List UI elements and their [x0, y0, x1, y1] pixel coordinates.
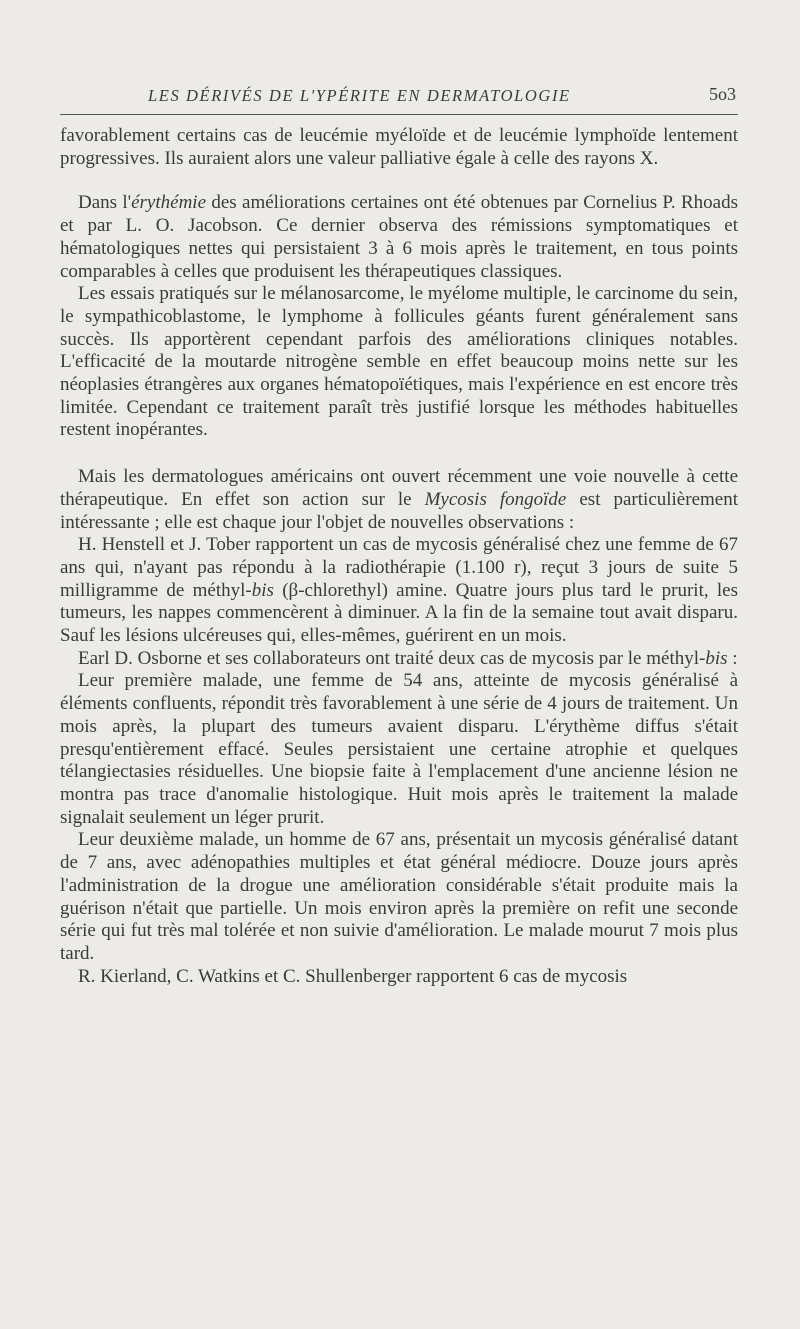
paragraph: R. Kierland, C. Watkins et C. Shullenberger rapportent 6 cas de mycosis [78, 965, 628, 987]
paragraph: H. Henstell et J. Tober rapportent un cas de mycosis généralisé chez une femme de 67 ans qui, n'ayant pas répondu à la radiothérapie (1.100 r), reçut 3 jours de suite 5 milligramme de méthyl-bis (β-chlorethyl) amine. Quatre jours plus tard le prurit, les tumeurs, les nappes commencèrent à diminuer. A la fin de la semaine tout avait disparu. Sauf les lésions ulcéreuses qui, elles-mêmes, guérirent en un mois. [60, 534, 738, 647]
paragraph: Dans l'érythémie des améliorations certaines ont été obtenues par Cornelius P. Rhoads et par L. O. Jacobson. Ce dernier observa des rémissions symptomatiques et hématologiques nettes qui persistaient 3 à 6 mois après le traitement, en tous points comparables à celles que produisent les thérapeutiques classiques. [60, 192, 738, 282]
paragraph: Leur première malade, une femme de 54 ans, atteinte de mycosis généralisé à éléments confluents, répondit très favorablement à une série de 4 jours de traitement. Un mois après, la plupart des tumeurs avaient disparu. L'érythème diffus s'était presqu'entièrement effacé. Seules persistaient une certaine atrophie et quelques télangiectasies résiduelles. Une biopsie faite à l'emplacement d'une ancienne lésion ne montra pas trace d'anomalie histologique. Huit mois après le traitement la malade signalait seulement un léger prurit. [60, 670, 738, 828]
page-header [60, 80, 738, 115]
running-title: LES DÉRIVÉS DE L'YPÉRITE EN DERMATOLOGIE [148, 86, 571, 105]
paragraph: Earl D. Osborne et ses collaborateurs ont traité deux cas de mycosis par le méthyl-bis : [78, 647, 738, 669]
italic-term: érythémie [131, 192, 206, 214]
italic-term: bis [705, 647, 728, 669]
body-text [60, 125, 738, 988]
italic-term: bis [251, 579, 274, 601]
paragraph: Mais les dermatologues américains ont ouvert récemment une voie nouvelle à cette thérapeutique. En effet son action sur le Mycosis fongoïde est particulièrement intéressante ; elle est chaque jour l'objet de nouvelles observations : [60, 466, 738, 533]
paragraph: Les essais pratiqués sur le mélanosarcome, le myélome multiple, le carcinome du sein, le sympathicoblastome, le lymphome à follicules géants furent généralement sans succès. Ils apportèrent cependant parfois des améliorations cliniques notables. L'efficacité de la moutarde nitrogène semble en effet beaucoup moins nette sur les néoplasies étrangères aux organes hématopoïétiques, mais l'expérience en est encore très limitée. Cependant ce traitement paraît très justifié lorsque les méthodes habituelles restent inopérantes. [60, 283, 738, 441]
paragraph: Leur deuxième malade, un homme de 67 ans, présentait un mycosis généralisé datant de 7 ans, avec adénopathies multiples et état général médiocre. Douze jours après l'administration de la drogue une amélioration considérable s'était produite mais la guérison n'était que partielle. Un mois environ après la première on refit une seconde série qui fut très mal tolérée et non suivie d'amélioration. Le malade mourut 7 mois plus tard. [60, 829, 738, 964]
italic-term: Mycosis fongoïde [424, 488, 567, 510]
page-number: 5o3 [709, 84, 736, 104]
paragraph: favorablement certains cas de leucémie myéloïde et de leucémie lymphoïde lentement progressives. Ils auraient alors une valeur palliative égale à celle des rayons X. [60, 125, 738, 169]
